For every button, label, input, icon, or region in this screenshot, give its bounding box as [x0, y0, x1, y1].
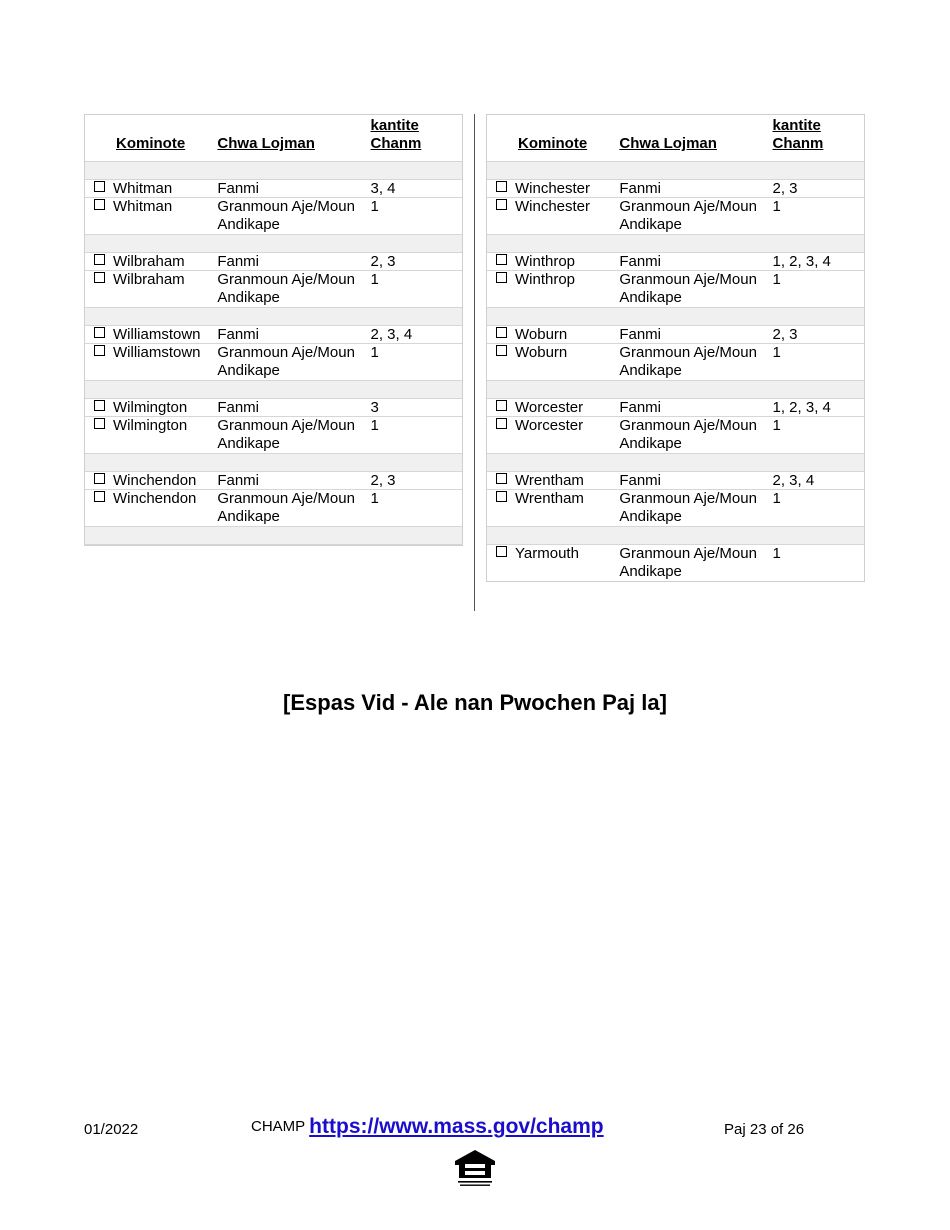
- table-row: [85, 253, 462, 270]
- community-group: [85, 399, 462, 453]
- room-choice: Fanmi: [619, 253, 662, 270]
- table-row: [487, 180, 864, 197]
- community-name: Wilbraham: [113, 253, 185, 270]
- bedroom-count: 1: [772, 198, 781, 215]
- community-group: [85, 180, 462, 234]
- table-body: [85, 161, 462, 526]
- table-row: [85, 472, 462, 489]
- bedroom-count: 1: [370, 417, 379, 434]
- table-row: [487, 343, 864, 380]
- table-row: [487, 270, 864, 307]
- table-spacer: [85, 380, 462, 399]
- room-choice: Fanmi: [217, 180, 260, 197]
- table-row: [487, 253, 864, 270]
- bedroom-count: 3: [370, 399, 379, 416]
- checkbox-icon[interactable]: [94, 400, 105, 411]
- checkbox-icon[interactable]: [94, 418, 105, 429]
- room-choice: Granmoun Aje/Moun: [217, 344, 355, 361]
- checkbox-icon[interactable]: [496, 272, 507, 283]
- table-row: [85, 399, 462, 416]
- room-choice-line2: Andikape: [619, 289, 682, 306]
- bedroom-count: 2, 3: [772, 180, 798, 197]
- table-row: [85, 180, 462, 197]
- col-header-bedrooms-2: Chanm: [772, 135, 824, 152]
- room-choice: Fanmi: [217, 472, 260, 489]
- champ-link[interactable]: https://www.mass.gov/champ: [309, 1115, 604, 1138]
- blank-space-note: [Espas Vid - Ale nan Pwochen Paj la]: [283, 690, 667, 715]
- footer-page-number: Paj 23 of 26: [724, 1121, 805, 1138]
- checkbox-icon[interactable]: [496, 199, 507, 210]
- footer-date: 01/2022: [84, 1121, 139, 1138]
- bedroom-count: 2, 3: [370, 472, 396, 489]
- community-group: [487, 545, 864, 581]
- community-name: Winchendon: [113, 490, 197, 507]
- room-choice: Fanmi: [619, 180, 662, 197]
- footer-program: CHAMP: [251, 1118, 306, 1135]
- room-choice-line2: Andikape: [217, 362, 280, 379]
- room-choice: Fanmi: [619, 326, 662, 343]
- table-body: [487, 161, 864, 581]
- room-choice-line2: Andikape: [217, 508, 280, 525]
- room-choice-line2: Andikape: [619, 362, 682, 379]
- table-spacer: [85, 161, 462, 180]
- community-name: Winthrop: [515, 253, 576, 270]
- table-row: [487, 472, 864, 489]
- table-spacer: [487, 161, 864, 180]
- bedroom-count: 1: [370, 271, 379, 288]
- table-spacer: [487, 380, 864, 399]
- community-name: Woburn: [515, 326, 568, 343]
- col-header-community: Kominote: [518, 135, 588, 152]
- table-header: [487, 115, 864, 161]
- table-row: [487, 326, 864, 343]
- community-name: Winchester: [515, 180, 591, 197]
- table-spacer: [487, 526, 864, 545]
- room-choice: Granmoun Aje/Moun: [217, 271, 355, 288]
- community-name: Winchendon: [113, 472, 197, 489]
- bedroom-count: 2, 3, 4: [772, 472, 815, 489]
- table-spacer: [85, 234, 462, 253]
- bedroom-count: 1: [772, 417, 781, 434]
- bedroom-count: 2, 3, 4: [370, 326, 413, 343]
- room-choice: Granmoun Aje/Moun: [619, 271, 757, 288]
- col-header-room-choice: Chwa Lojman: [217, 135, 315, 152]
- col-header-room-choice: Chwa Lojman: [619, 135, 717, 152]
- table-spacer: [487, 453, 864, 472]
- community-group: [487, 399, 864, 453]
- bedroom-count: 1: [772, 490, 781, 507]
- community-name: Wilbraham: [113, 271, 185, 288]
- table-row: [85, 270, 462, 307]
- room-choice: Fanmi: [217, 326, 260, 343]
- checkbox-icon[interactable]: [496, 546, 507, 557]
- community-group: [85, 253, 462, 307]
- table-row: [487, 399, 864, 416]
- community-name: Wrentham: [515, 490, 584, 507]
- community-name: Wilmington: [113, 417, 188, 434]
- community-name: Winchester: [515, 198, 591, 215]
- table-row: [487, 545, 864, 581]
- room-choice-line2: Andikape: [217, 435, 280, 452]
- checkbox-icon[interactable]: [496, 345, 507, 356]
- community-name: Worcester: [515, 399, 584, 416]
- bedroom-count: 1, 2, 3, 4: [772, 253, 831, 270]
- table-row: [487, 489, 864, 526]
- col-header-community: Kominote: [116, 135, 186, 152]
- col-header-bedrooms-1: kantite: [370, 117, 419, 134]
- bedroom-count: 1, 2, 3, 4: [772, 399, 831, 416]
- room-choice: Fanmi: [619, 399, 662, 416]
- bedroom-count: 1: [772, 344, 781, 361]
- bedroom-count: 1: [772, 271, 781, 288]
- community-group: [487, 326, 864, 380]
- community-name: Wrentham: [515, 472, 584, 489]
- checkbox-icon[interactable]: [94, 327, 105, 338]
- room-choice: Granmoun Aje/Moun: [619, 545, 757, 562]
- table-row: [85, 343, 462, 380]
- table-row: [85, 326, 462, 343]
- checkbox-icon[interactable]: [94, 181, 105, 192]
- bedroom-count: 1: [772, 545, 781, 562]
- checkbox-icon[interactable]: [94, 272, 105, 283]
- bedroom-count: 2, 3: [772, 326, 798, 343]
- checkbox-icon[interactable]: [94, 491, 105, 502]
- col-header-bedrooms-1: kantite: [772, 117, 821, 134]
- community-group: [85, 326, 462, 380]
- room-choice: Granmoun Aje/Moun: [619, 198, 757, 215]
- community-name: Worcester: [515, 417, 584, 434]
- footer-center: [251, 1115, 604, 1139]
- community-name: Yarmouth: [515, 545, 579, 562]
- table-spacer: [85, 307, 462, 326]
- checkbox-icon[interactable]: [496, 491, 507, 502]
- bedroom-count: 1: [370, 198, 379, 215]
- room-choice: Granmoun Aje/Moun: [217, 490, 355, 507]
- equal-housing-opportunity-icon: [452, 1148, 498, 1188]
- room-choice-line2: Andikape: [619, 435, 682, 452]
- bedroom-count: 3, 4: [370, 180, 396, 197]
- checkbox-icon[interactable]: [94, 199, 105, 210]
- community-name: Wilmington: [113, 399, 188, 416]
- room-choice: Fanmi: [217, 399, 260, 416]
- checkbox-icon[interactable]: [496, 473, 507, 484]
- room-choice: Granmoun Aje/Moun: [619, 417, 757, 434]
- checkbox-icon[interactable]: [496, 418, 507, 429]
- table-row: [487, 197, 864, 234]
- col-header-bedrooms-2: Chanm: [370, 135, 422, 152]
- community-group: [85, 472, 462, 526]
- table-spacer: [487, 234, 864, 253]
- room-choice: Granmoun Aje/Moun: [217, 417, 355, 434]
- room-choice-line2: Andikape: [217, 216, 280, 233]
- community-name: Williamstown: [113, 344, 201, 361]
- room-choice: Fanmi: [217, 253, 260, 270]
- table-spacer: [85, 453, 462, 472]
- checkbox-icon[interactable]: [496, 254, 507, 265]
- room-choice-line2: Andikape: [619, 508, 682, 525]
- checkbox-icon[interactable]: [496, 327, 507, 338]
- checkbox-icon[interactable]: [496, 400, 507, 411]
- community-name: Woburn: [515, 344, 568, 361]
- table-header: [85, 115, 462, 161]
- room-choice: Granmoun Aje/Moun: [619, 490, 757, 507]
- community-group: [487, 180, 864, 234]
- community-group: [487, 253, 864, 307]
- checkbox-icon[interactable]: [496, 181, 507, 192]
- table-row: [85, 197, 462, 234]
- bedroom-count: 1: [370, 490, 379, 507]
- checkbox-icon[interactable]: [94, 254, 105, 265]
- room-choice: Fanmi: [619, 472, 662, 489]
- checkbox-icon[interactable]: [94, 473, 105, 484]
- table-spacer: [85, 526, 462, 545]
- room-choice: Granmoun Aje/Moun: [217, 198, 355, 215]
- right-housing-table: [486, 114, 865, 582]
- checkbox-icon[interactable]: [94, 345, 105, 356]
- bedroom-count: 2, 3: [370, 253, 396, 270]
- room-choice-line2: Andikape: [619, 216, 682, 233]
- community-name: Williamstown: [113, 326, 201, 343]
- community-group: [487, 472, 864, 526]
- table-row: [85, 489, 462, 526]
- room-choice-line2: Andikape: [217, 289, 280, 306]
- left-housing-table: [84, 114, 463, 546]
- room-choice-line2: Andikape: [619, 563, 682, 580]
- room-choice: Granmoun Aje/Moun: [619, 344, 757, 361]
- community-name: Whitman: [113, 180, 173, 197]
- table-row: [487, 416, 864, 453]
- community-name: Whitman: [113, 198, 173, 215]
- table-spacer: [487, 307, 864, 326]
- bedroom-count: 1: [370, 344, 379, 361]
- table-row: [85, 416, 462, 453]
- column-divider: [474, 114, 475, 611]
- community-name: Winthrop: [515, 271, 576, 288]
